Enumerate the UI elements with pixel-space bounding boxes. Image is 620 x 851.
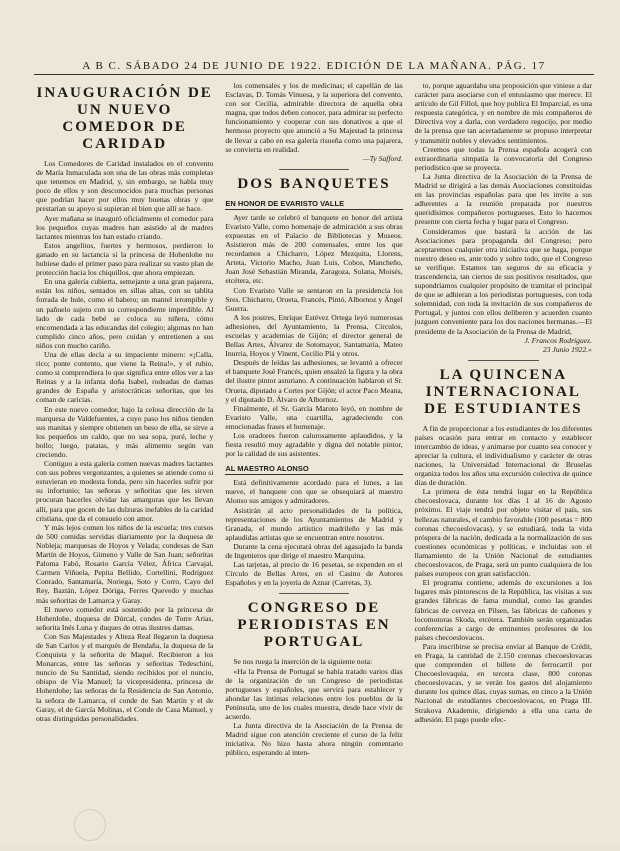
article-title-congreso: CONGRESO DE PERIODISTAS EN PORTUGAL: [237, 600, 391, 651]
paragraph: Se nos ruega la inserción de la siguiente nota:: [233, 657, 373, 667]
column-2: [223, 81, 404, 851]
library-stamp-icon: [74, 809, 106, 841]
header-rule: [34, 74, 594, 75]
paragraph: Asistirán al acto personalidades de la política, representaciones de los Ayuntamientos de Madrid y Granada, el mundo artístico madrileño y las más aplaudidas artistas que se encuentran entre nosotros.: [225, 505, 403, 542]
paragraph: En este nuevo comedor, bajo la celosa dirección de la marquesa de Valdefuentes, a cuyo paso los niños tienden sus manitas y siempre obtienen un beso de ella, se sirve a los pequeños un caldo, que no sea sopa, puré, leche y bollo; luego, patatas, y más alimento según van creciendo.: [36, 404, 214, 459]
paragraph: Consideramos que bastará la acción de las Asociaciones para propaganda del Congreso; pero aceptaremos cualquier otra iniciativa que se haga, porque nuestro deseo es, ante todo y sobre todo, que el Congreso se verifique. Estamos tan seguros de su eficacia y trascendencia, tan ciertos de sus positivos resultados, que supondríamos cualquier propósito de tramitar el principal de que se adhieran a los periodistas portugueses, con toda solemnidad, con toda la invitación de sus compañeros de Portugal, y juntos con ellos deliberen y acuerden cuanto juzguen conveniente para los dos naciones hermanas.—El presidente de la Asociación de la Prensa de Madrid,: [414, 226, 592, 336]
signature-date: 23 Junio 1922.»: [542, 344, 592, 354]
paragraph: El programa contiene, además de excursiones a los lugares más pintorescos de la República, las visitas a sus grandes fábricas de fama mundial, como las grandes fábricas de cerveza en Pilsen, las fábricas de cañones y locomotoras Skoda, etcétera. También serán organizadas conferencias a cargo de eminentes profesores de los países checoeslovacos.: [414, 578, 592, 642]
paragraph: Contiguo a esta galería comen nuevas madres lactantes con sus pobres vergonzantes, a quienes se atiende como si estuvieran en modesta fonda, pero sin hacerles sufrir por su infortunio; las señoras y señoritas que les sirven procuran hacerles olvidar las amarguras que les llevan allí, para que gocen de las dulzuras inefables de la caridad cristiana, que da el consuelo con amor.: [36, 459, 214, 523]
paragraph: Ayer tarde se celebró el banquete en honor del artista Evaristo Valle, como homenaje de admiración a sus obras expuestas en el Palacio de Bibliotecas y Museos. Asistieron más de 200 comensales, entre los que recordamos a Chicharro, López Mezquita, Llorens, Arteta, Victorio Macho, Juan Luis, Cobos, Mancheño, Juan José Sebastián Miranda, Zaragoza, Solana, Moisés, etcétera, etc.: [225, 212, 403, 286]
subhead-alonso: AL MAESTRO ALONSO: [225, 464, 402, 475]
paragraph: Los oradores fueron calurosamente aplaudidos, y la fiesta resultó muy agradable y digna del notable pintor, por la calidad de sus asistentes.: [225, 431, 403, 459]
subhead-valle: EN HONOR DE EVARISTO VALLE: [225, 199, 402, 210]
separator: [279, 169, 350, 170]
paragraph: los comensales y los de medicinas; el capellán de las Esclavas, D. Tomás Vinuesa, y la superiora del convento, con sor Cecilia, admirable directora de aquella obra magna, que todos deben conocer, para admirar su perfecto funcionamiento y cooperar con sus donativos a que el hermoso proyecto que anunció a Su Majestad la princesa de llevar a cabo en esa galería risueña como una pajarera, se convierta en realidad.: [225, 81, 403, 154]
paragraph: Ayer mañana se inauguró oficialmente el comedor para los pequeños cuyas madres han asistido al de madres lactantes mientras los han estado criando.: [36, 213, 214, 241]
paragraph: A los postres, Enrique Estévez Ortega leyó numerosas adhesiones, del Ayuntamiento, la Prensa, Círculos, escuelas y academias de Gijón; el director general de Bellas Artes, Álvarez de Sotomayor, Santamaría, Mateo Inurria, Hoyos y Vinent, Cecilio Plá y otros.: [225, 312, 403, 359]
separator: [279, 593, 350, 594]
signature: J. Francos Rodríguez.: [524, 335, 592, 345]
paragraph: Estos angelitos, fuertes y hermosos, perdieron lo ganado en su lactancia si la princesa de Hohenlohe no hubiese dado el primer paso para realizar su vasto plan de protección hacia los chiquillos, que ahora empiezan.: [36, 240, 214, 278]
paragraph: Después de leídas las adhesiones, se levantó a ofrecer el banquete José Francés, quien ensalzó la figura y la obra del ilustre pintor asturiano. A continuación hablaron el Sr. Orueta, diputado a Cortes por Gijón; el actor Paco Meana, y el diputado D. Álvaro de Albornoz.: [225, 358, 403, 404]
paragraph: Durante la cena ejecutará obras del agasajado la banda de Ingenieros que dirige el maestro Marquina.: [225, 541, 403, 561]
running-head: A B C. SÁBADO 24 DE JUNIO DE 1922. EDICIÓN DE LA MAÑANA. PÁG. 17: [82, 60, 546, 72]
article-title-quincena: LA QUINCENA INTERNACIONAL DE ESTUDIANTES: [424, 366, 583, 417]
article-title-comedor: INAUGURACIÓN DE UN NUEVO COMEDOR DE CARIDAD: [36, 85, 213, 152]
paragraph: La primera de ésta tendrá lugar en la República checoeslovaca, durante los días 1 al 16 de Agosto próximo. El viaje tendrá por objeto visitar el país, sus bellezas naturales, el cambio favorable (100 pesetas = 800 coronas checoeslovacas), y se estudiará, toda la vida próspera de la nación, dedicada a la normalización de sus cuestiones económicas y políticas, e incluidas son el llamamiento de la Unión Nacional de estudiantes checoeslovacos, de Praga, será un punto cualquiera de los países europeos con gran satisfacción.: [414, 487, 592, 579]
paragraph: Una de ellas decía a su impaciente minero: «¡Calla, rico; ponte contento, que viene la Reina!», y el rubio, como si comprendiera lo que significa entre ellos ver a las Reinas y a la infanta doña Isabel, rodeadas de damas grandes de España y aristocráticas señoritas, que les coman de caricias.: [36, 349, 214, 405]
paragraph: Está definitivamente acordado para el lunes, a las nueve, el banquete con que se obsequiará al maestro Alonso sus amigos y admiradores.: [225, 478, 403, 506]
paragraph: El nuevo comedor está sostenido por la princesa de Hohenlohe, duquesa de Dúrcal, condes de Torre Arias, señorita Inés Luna y duques de otras ilustres damas.: [36, 604, 214, 632]
paragraph: Para inscribirse se precisa enviar al Banque de Crédit, en Praga, la cantidad de 2.150 coronas checoeslovacas que comprenden el billete de ferrocarril por Checoeslovaquia, en tercera clase, 800 coronas checoeslovacas, y se verán los gastos del alojamiento durante los quince días, cuyas sumas, en cinco a la Unión Nacional de estudiantes checoeslovacos, en Praga III. Strakova Akademie, dirigiendo a ella una carta de adhesión. El pago puede efec-: [414, 641, 592, 724]
separator: [468, 360, 539, 361]
column-1: [34, 81, 215, 851]
paragraph: to, porque aguardaba una proposición que viniese a dar carácter para asociarse con el entusiasmo que merece. El artículo de Gil Fillol, que hoy publica El Imparcial, es una respuesta categórica, y en nombre de mis compañeros de Directiva voy a darla, con verdadero regocijo, por medio de la prensa que tan acertadamente se propuso interpretar y transmitir nobles y elevados sentimientos.: [414, 81, 592, 145]
paragraph: A fin de proporcionar a los estudiantes de los diferentes países ocasión para entrar en contacto y establecer intercambio de ideas, y animarse por cuanto sea conocer y apreciar la cultura, el individualismo y carácter de otras naciones, la Universidad Internacional de Bruselas organiza todos los años una excursión colectiva de quince días de duración.: [414, 423, 592, 488]
article-title-banquetes: DOS BANQUETES: [237, 175, 391, 192]
paragraph: En una galería cubierta, semejante a una gran pajarera, están los niños, sentados en sillas altas, con su tablita forrada de hule, como el babero; un mantel irrompible y un pañuelo sujeto con su correspondiente imperdible. Al lado de cada bebé se coloca su niñera, cómo encomendada a las educandas del colegio; algunas no han cumplido cinco años, pero cuidan y entretienen a sus niños con mucho cariño.: [36, 277, 214, 350]
paragraph: Con Sus Majestades y Alteza Real llegaron la duquesa de San Carlos y el marqués de Bendaña, la duquesa de la Conquista y la señorita de Maqué. Recibieron a los Monarcas, entre las señoras y señoritas Tedeschini, nuncio de Su Santidad, siendo recibidos por el nuncio, obispo de Vía Manuel; la vicepresidenta, princesa de Hohenlohe; las señoras de la Residencia de San Antonio, la señora de Lamarca, el conde de San Martín y el de Garay, el de García Molinas, el Conde de Casa Manuel, y otras distinguidas personalidades.: [36, 631, 214, 723]
paragraph: Con Evaristo Valle se sentaron en la presidencia los Sres. Chicharro, Orueta, Francés, Pintó, Albornoz y Ángel Guerra.: [225, 285, 403, 313]
paragraph: La Junta directiva de la Asociación de la Prensa de Madrid se dirigirá a las demás Asociaciones constituidas en las provincias españolas para que les invite a sus adherentes a la reunión preparada por nuestros queridísimos compañeros portugueses. Esto lo hacemos presente con cierta fecha y lugar para el Congreso.: [414, 171, 592, 227]
paragraph: «Ha la Prensa de Portugal se había tratado varios días de la organización de un Congreso de periodistas portugueses y españoles, que servirá para establecer y ahondar las íntimas relaciones entre los pueblos de la Península, uno de los cuales muestra, desde hace vivir de acuerdo.: [225, 666, 403, 721]
paragraph: Y más lejos comen los niños de la escuela; tres cursos de 500 comidas servidas diariamente por la duquesa de Nobleja; marquesas de Hoyos y Velada; condesas de San Martín de Hoyos, Gimeno y Valle de San Juan; señoritas Paloma Fabó, Rosario García Vélez, África Carvajal, Carmen Viñuela, Pepita Bellido, Cortellini, Rodríguez Conrado, Santamaría, Noriega, Soto y Corro, Cayo del Rey, Baztán, López Dóriga, Ferres Quevedo y muchas más señoritas de Lamarca y Garay.: [36, 522, 214, 605]
columns: [34, 81, 594, 851]
paragraph: Los Comedores de Caridad instalados en el convento de María Inmaculada son una de las obras más completas que tenemos en Madrid, y, sin embargo, se habla muy poco de ellos y son desconocidos para muchas personas que podrían hacer por ellos muy buenas obras y que prestarían su apoyo si supieran el bien que allí se hace.: [36, 159, 214, 214]
byline: —Ty Safford.: [362, 153, 403, 163]
paragraph: Las tarjetas, al precio de 16 pesetas, se expenden en el Círculo de Bellas Artes, en el Casino de Autores Españoles y en la joyería de Aznar (Carretas, 3).: [225, 560, 403, 588]
paragraph: La Junta directiva de la Asociación de la Prensa de Madrid sigue con atención creciente el curso de la feliz iniciativa. No hizo hasta ahora ningún comentario público, esperando al inten-: [225, 721, 403, 758]
column-3: [413, 81, 594, 851]
paragraph: Creemos que todas la Prensa española acogerá con extraordinaria simpatía la convocatoria del Congreso periodístico que se proyecta.: [414, 144, 592, 172]
paragraph: Finalmente, el Sr. García Maroto leyó, en nombre de Evaristo Valle, una cuartilla, agradeciendo con emocionadas frases el homenaje.: [225, 403, 403, 431]
